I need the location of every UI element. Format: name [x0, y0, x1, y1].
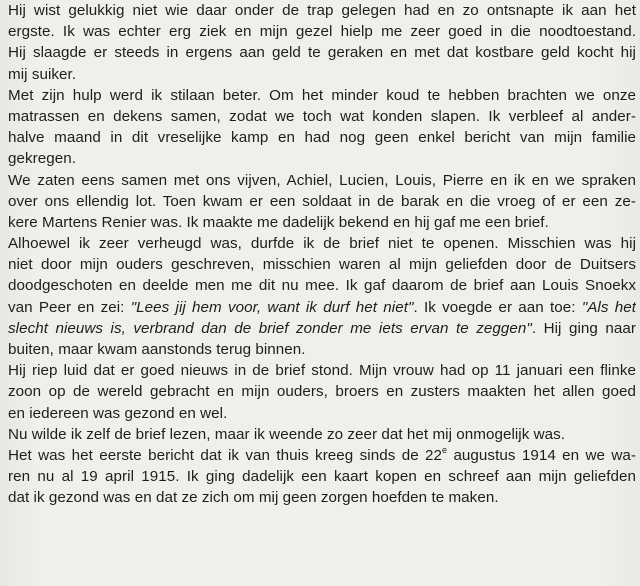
text-segment: Nu wilde ik zelf de brief lezen, maar ik weende zo zeer dat het mij onmogelijk was.	[8, 425, 566, 443]
text-segment: zoon op de wereld gebracht en mijn ouders, broers en zusters maakten het allen goed	[8, 383, 636, 401]
text-segment: kere Martens Renier was. Ik maakte me dadelijk bekend en hij gaf me een brief.	[8, 213, 549, 231]
text-line	[8, 42, 636, 63]
text-line	[8, 85, 636, 106]
text-segment: gekregen.	[8, 150, 77, 168]
text-segment: halve maand in dit vreselijke kamp en had nog geen enkel bericht van mijn familie	[8, 129, 636, 147]
text-segment: doodgeschoten en deelde men me dit nu mee. Ik gaf daarom de brief aan Louis Snoekx	[8, 277, 636, 295]
superscript: e	[442, 444, 448, 455]
text-segment: augustus 1914 en we wa-	[447, 446, 636, 464]
text-segment: Met zijn hulp werd ik stilaan beter. Om het minder koud te hebben brachten we onze	[8, 86, 636, 104]
text-segment: Hij wist gelukkig niet wie daar onder de trap gelegen had en zo ontsnapte ik aan het	[8, 2, 636, 19]
text-line	[8, 233, 636, 254]
text-line	[8, 64, 636, 85]
text-segment: van Peer en zei:	[8, 298, 131, 316]
quote-text: "Lees jij hem voor, want ik durf het niet"	[130, 298, 414, 316]
text-segment: . Hij ging naar	[531, 319, 636, 337]
text-line	[8, 275, 636, 296]
text-line	[8, 106, 636, 127]
text-segment: en iedereen was gezond en wel.	[8, 404, 228, 422]
quote-text: slecht nieuws is, verbrand dan de brief zonder me iets ervan te zeggen"	[8, 319, 532, 337]
text-segment: Het was het eerste bericht dat ik van thuis kreeg sinds de 22	[8, 446, 443, 464]
text-line	[8, 127, 636, 148]
text-line	[8, 21, 636, 42]
text-line	[8, 254, 636, 275]
text-line	[8, 0, 636, 21]
text-line	[8, 381, 636, 402]
text-line	[8, 148, 636, 169]
text-segment: . Ik voegde er aan toe:	[413, 298, 582, 316]
text-line	[8, 466, 636, 487]
text-line	[8, 170, 636, 191]
text-line	[8, 318, 636, 339]
text-line	[8, 487, 636, 508]
body-text	[8, 0, 636, 509]
text-line	[8, 297, 636, 318]
text-segment: Alhoewel ik zeer verheugd was, durfde ik de brief niet te openen. Misschien was hij	[8, 235, 636, 253]
text-line	[8, 445, 636, 466]
text-segment: buiten, maar kwam aanstonds terug binnen.	[8, 341, 306, 358]
text-segment: ren nu al 19 april 1915. Ik ging dadelijk een kaart kopen en schreef aan mijn geliefden	[8, 468, 636, 486]
text-segment: over ons ellendig lot. Toen kwam er een soldaat in de barak en die vroeg of er een ze-	[8, 192, 636, 210]
text-segment: ergste. Ik was echter erg ziek en mijn gezel hielp me zeer goed in die noodtoestand.	[8, 23, 636, 41]
text-segment: niet door mijn ouders geschreven, misschien waren al mijn geliefden door de Duitsers	[8, 256, 636, 274]
text-segment: Hij slaagde er steeds in ergens aan geld te geraken en met dat kostbare geld kocht hij	[8, 44, 636, 62]
text-segment: Hij riep luid dat er goed nieuws in de brief stond. Mijn vrouw had op 11 januari een flinke	[8, 362, 636, 380]
text-segment: We zaten eens samen met ons vijven, Achiel, Lucien, Louis, Pierre en ik en we spraken	[8, 171, 636, 189]
text-line	[8, 360, 636, 381]
quote-text: "Als het	[581, 298, 636, 316]
text-segment: matrassen en dekens samen, zodat we toch wat konden slapen. Ik verbleef al ander-	[8, 107, 636, 125]
text-line	[8, 403, 636, 424]
text-line	[8, 339, 636, 360]
text-line	[8, 191, 636, 212]
text-line	[8, 212, 636, 233]
text-line	[8, 424, 636, 445]
text-segment: dat ik gezond was en dat ze zich om mij geen zorgen hoefden te maken.	[8, 489, 499, 507]
text-segment: mij suiker.	[8, 65, 77, 83]
